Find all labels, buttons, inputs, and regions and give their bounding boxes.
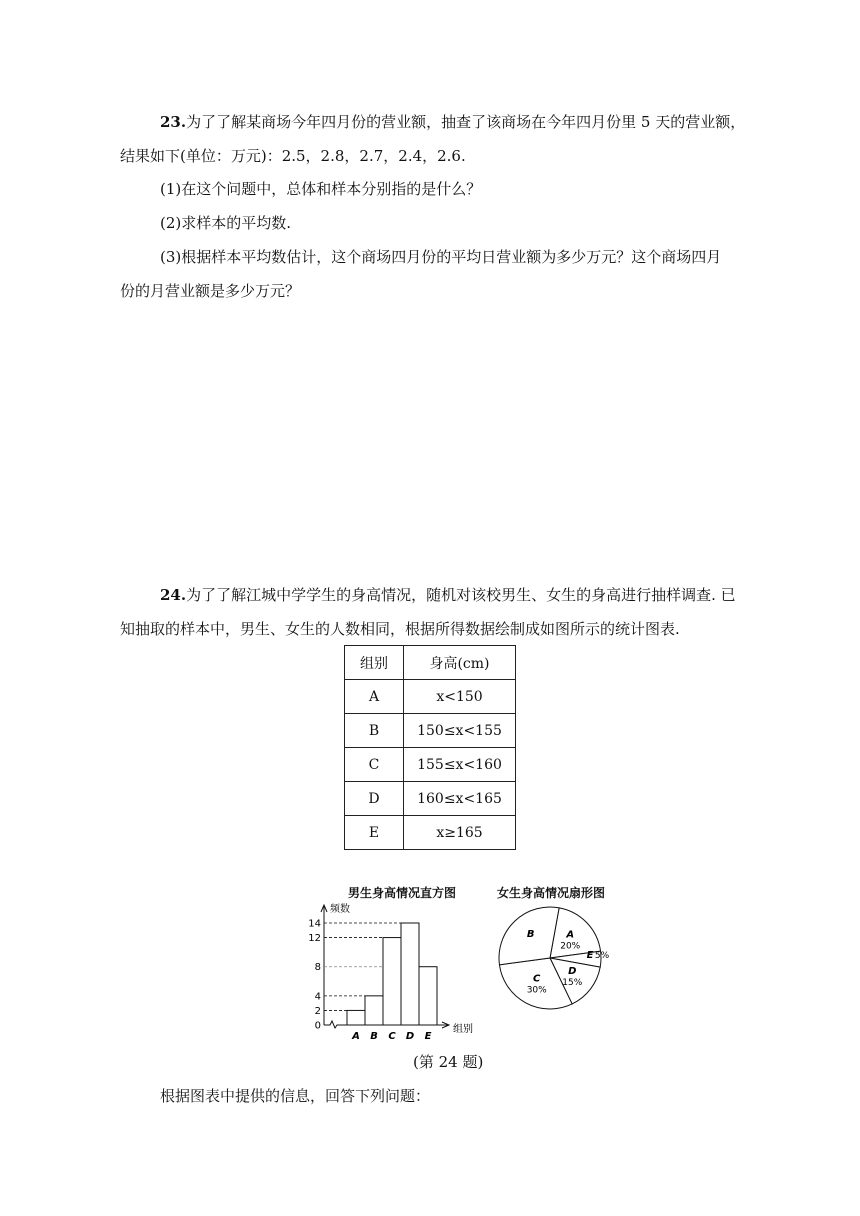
figure-caption: (第 24 题) [413, 1053, 484, 1071]
q23-part2: (2)求样本的平均数. [160, 214, 292, 232]
y-tick-label: 12 [308, 933, 321, 945]
x-tick-label: E [424, 1031, 432, 1042]
table-cell-range: x<150 [404, 680, 516, 714]
table-row [345, 782, 516, 816]
table-row [345, 714, 516, 748]
male-height-histogram [300, 898, 490, 1044]
histogram-bar [401, 923, 419, 1025]
q23-part1: (1)在这个问题中，总体和样本分别指的是什么？ [160, 180, 482, 198]
q23-part3-line2: 份的月营业额是多少万元？ [120, 282, 301, 300]
pie-slice-value: 30% [526, 985, 547, 996]
y-axis-title: 频数 [330, 904, 350, 915]
histogram-bar [419, 967, 437, 1025]
table-row [345, 816, 516, 850]
y-tick-label: 0 [314, 1020, 321, 1032]
pie-title: 女生身高情况扇形图 [497, 886, 606, 900]
q23-line2: 结果如下(单位：万元)：2.5，2.8，2.7，2.4，2.6. [120, 147, 466, 165]
y-tick-label: 14 [308, 918, 321, 930]
y-tick-label: 8 [314, 962, 321, 974]
pie-slice-label: B [526, 928, 535, 940]
pie-slice-label: C [533, 973, 541, 985]
female-height-pie [495, 903, 615, 1023]
pie-slice-value: 15% [562, 977, 583, 988]
q24-line1 [160, 585, 736, 605]
q23-line1-text: 为了了解某商场今年四月份的营业额，抽查了该商场在今年四月份里 5 天的营业额， [186, 113, 746, 131]
pie-slice-label: E [586, 949, 594, 961]
x-tick-label: A [352, 1031, 360, 1042]
pie-slice-value: 20% [560, 941, 581, 952]
table-cell-group: E [345, 816, 404, 850]
histogram-bar [383, 938, 401, 1025]
table-header-group: 组别 [345, 646, 404, 680]
x-tick-label: D [405, 1031, 415, 1042]
table-cell-range: 160≤x<165 [404, 782, 516, 816]
pie-slice-label: A [566, 929, 575, 941]
histogram-bar [365, 996, 383, 1025]
table-cell-group: A [345, 680, 404, 714]
q24-line1-text: 为了了解江城中学学生的身高情况，随机对该校男生、女生的身高进行抽样调查. 已 [186, 586, 736, 604]
table-row [345, 680, 516, 714]
table-cell-group: C [345, 748, 404, 782]
table-cell-group: B [345, 714, 404, 748]
table-cell-range: x≥165 [404, 816, 516, 850]
q24-number: 24. [160, 586, 187, 604]
q24-line2: 知抽取的样本中，男生、女生的人数相同，根据所得数据绘制成如图所示的统计图表. [120, 620, 680, 638]
q24-footer: 根据图表中提供的信息，回答下列问题： [160, 1087, 431, 1105]
pie-slice-label: D [568, 965, 577, 977]
x-tick-label: C [388, 1031, 396, 1042]
q23-line1 [160, 112, 745, 132]
pie-slice-value: 5% [594, 950, 610, 961]
table-cell-group: D [345, 782, 404, 816]
q23-part3-line1: (3)根据样本平均数估计，这个商场四月份的平均日营业额为多少万元？这个商场四月 [160, 248, 722, 266]
height-group-table [344, 645, 516, 850]
y-tick-label: 2 [314, 1005, 321, 1017]
table-header-row [345, 646, 516, 680]
table-cell-range: 150≤x<155 [404, 714, 516, 748]
table-cell-range: 155≤x<160 [404, 748, 516, 782]
x-axis-title: 组别 [453, 1024, 473, 1035]
y-tick-label: 4 [314, 991, 321, 1003]
x-tick-label: B [370, 1031, 378, 1042]
histogram-title: 男生身高情况直方图 [348, 886, 457, 900]
table-header-height: 身高(cm) [404, 646, 516, 680]
table-row [345, 748, 516, 782]
q23-number: 23. [160, 113, 187, 131]
histogram-bar [347, 1010, 365, 1025]
